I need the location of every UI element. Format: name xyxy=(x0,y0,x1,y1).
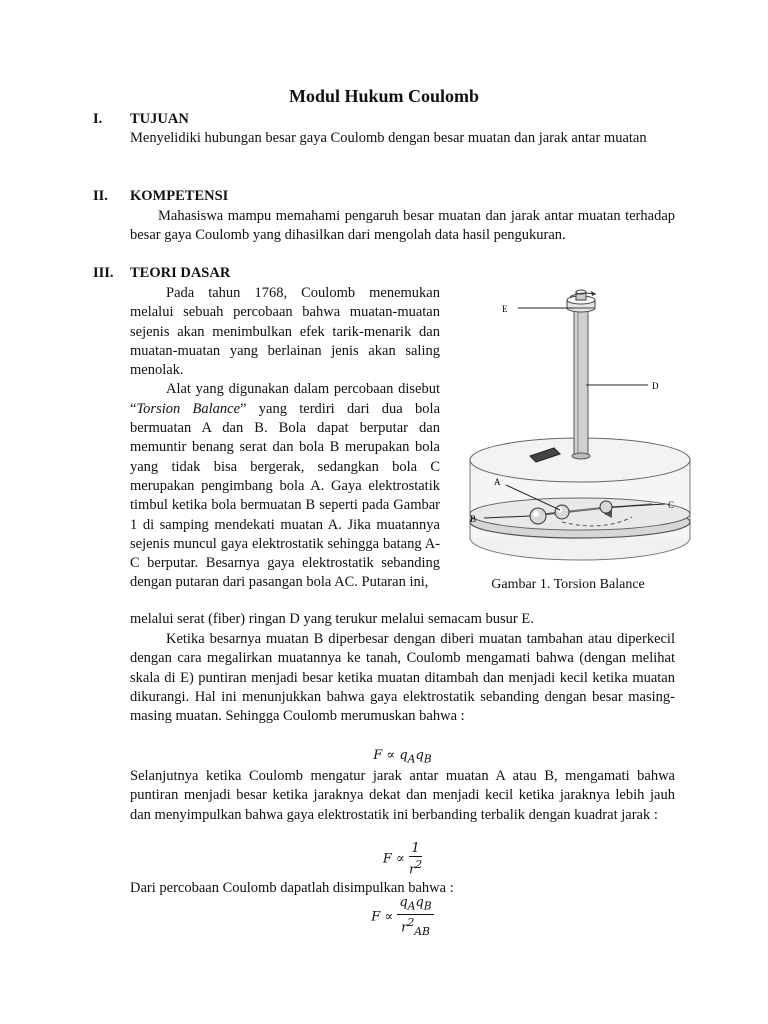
torsion-head xyxy=(567,290,596,312)
formula-coulomb-law xyxy=(130,895,675,939)
label-c: C xyxy=(668,500,675,510)
formula-proportional-charges xyxy=(130,748,675,766)
section-3-number: III. xyxy=(93,265,114,281)
label-a: A xyxy=(494,477,501,487)
sphere-b xyxy=(530,508,546,524)
page-title: Modul Hukum Coulomb xyxy=(288,86,480,106)
section-3-heading: TEORI DASAR xyxy=(130,265,231,281)
formula-2-fraction xyxy=(409,841,422,877)
sphere-a xyxy=(555,505,569,519)
formula-1-lhs: F ∝ xyxy=(373,748,400,763)
theory-paragraph-5: Dari percobaan Coulomb dapatlah disimpulkan bahwa : xyxy=(130,880,454,896)
fiber-tube xyxy=(572,308,590,459)
torsion-balance-figure xyxy=(462,282,692,572)
sphere-c xyxy=(600,501,612,513)
theory-paragraph-2-continued: melalui serat (fiber) ringan D yang terukur melalui semacam busur E. xyxy=(130,611,534,627)
formula-3-fraction xyxy=(397,895,433,939)
paragraph-2-start: Alat yang digunakan dalam percobaan disebut “ xyxy=(130,381,440,417)
section-2-text xyxy=(130,207,675,246)
section-2-heading: KOMPETENSI xyxy=(130,188,229,204)
theory-paragraph-1: Pada tahun 1768, Coulomb menemukan melalui sebuah percobaan bahwa muatan-muatan sejenis akan menimbulkan efek tarik-menarik dan muatan-muatan yang berlainan jenis akan saling menolak. xyxy=(130,285,440,379)
formula-3-numerator: $q_Aq_B$ xyxy=(399,895,432,913)
theory-paragraph-3-block xyxy=(130,630,675,726)
theory-paragraph-4-block xyxy=(130,767,675,825)
label-b: B xyxy=(470,514,477,524)
section-1-number: I. xyxy=(93,111,103,127)
formula-2-numerator: 1 xyxy=(409,841,422,857)
formula-2-lhs: F ∝ xyxy=(382,851,409,867)
formula-1-rhs: $q_Aq_B$ xyxy=(399,748,432,766)
theory-paragraph-4: Selanjutnya ketika Coulomb mengatur jarak antar muatan A atau B, mengamati bahwa puntiran menjadi besar ketika jaraknya dekat dan menjadi kecil ketika jaraknya lebih jauh dan menyimpulkan bahwa gaya elektrostatik ini berbanding terbalik dengan kuadrat jarak : xyxy=(130,768,675,823)
theory-column xyxy=(130,284,440,593)
label-e: E xyxy=(502,304,508,314)
formula-inverse-square xyxy=(130,841,675,877)
theory-paragraph-2 xyxy=(130,380,440,592)
section-2-number: II. xyxy=(93,188,108,204)
section-1-text: Menyelidiki hubungan besar gaya Coulomb dengan besar muatan dan jarak antar muatan xyxy=(130,130,647,146)
formula-3-lhs: F ∝ xyxy=(371,909,398,925)
torsion-balance-term: Torsion Balance xyxy=(136,400,241,417)
formula-2-denominator: $r^2$ xyxy=(408,858,423,878)
section-1-heading: TUJUAN xyxy=(130,111,189,127)
figure-caption: Gambar 1. Torsion Balance xyxy=(491,577,645,592)
paragraph-2-rest: ” yang terdiri dari dua bola bermuatan A dan B. Bola dapat berputar dan memuntir benang serat dan bola B merupakan bola yang tidak bisa bergerak, sedangkan bola C merupakan pengimbang bola A. Gaya elektrostatik timbul ketika bola bermuatan B seperti pada Gambar 1 di samping mendekati muatan A. Jika muatannya sejenis muncul gaya elektrostatik sehingga batang A-C berputar. Besarnya gaya elektrostatik sebanding dengan putaran dari pasangan bola AC. Putaran ini, xyxy=(130,400,440,591)
section-2-paragraph: Mahasiswa mampu memahami pengaruh besar muatan dan jarak antar muatan terhadap besar gaya Coulomb yang dihasilkan dari mengolah data hasil pengukuran. xyxy=(130,208,675,244)
label-d: D xyxy=(652,381,659,391)
theory-paragraph-3: Ketika besarnya muatan B diperbesar dengan diberi muatan tambahan atau diperkecil dengan cara megalirkan muatannya ke tanah, Coulomb mengamati bahwa (dengan melihat skala di E) puntiran menjadi besar ketika muatan ditambah dan menjadi kecil ketika muatan dikurangi. Hal ini menunjukkan bahwa gaya elektrostatik sebanding dengan besar masing-masing muatan. Sehingga Coulomb merumuskan bahwa : xyxy=(130,631,675,725)
formula-3-denominator: $r^2_{AB}$ xyxy=(401,915,430,938)
